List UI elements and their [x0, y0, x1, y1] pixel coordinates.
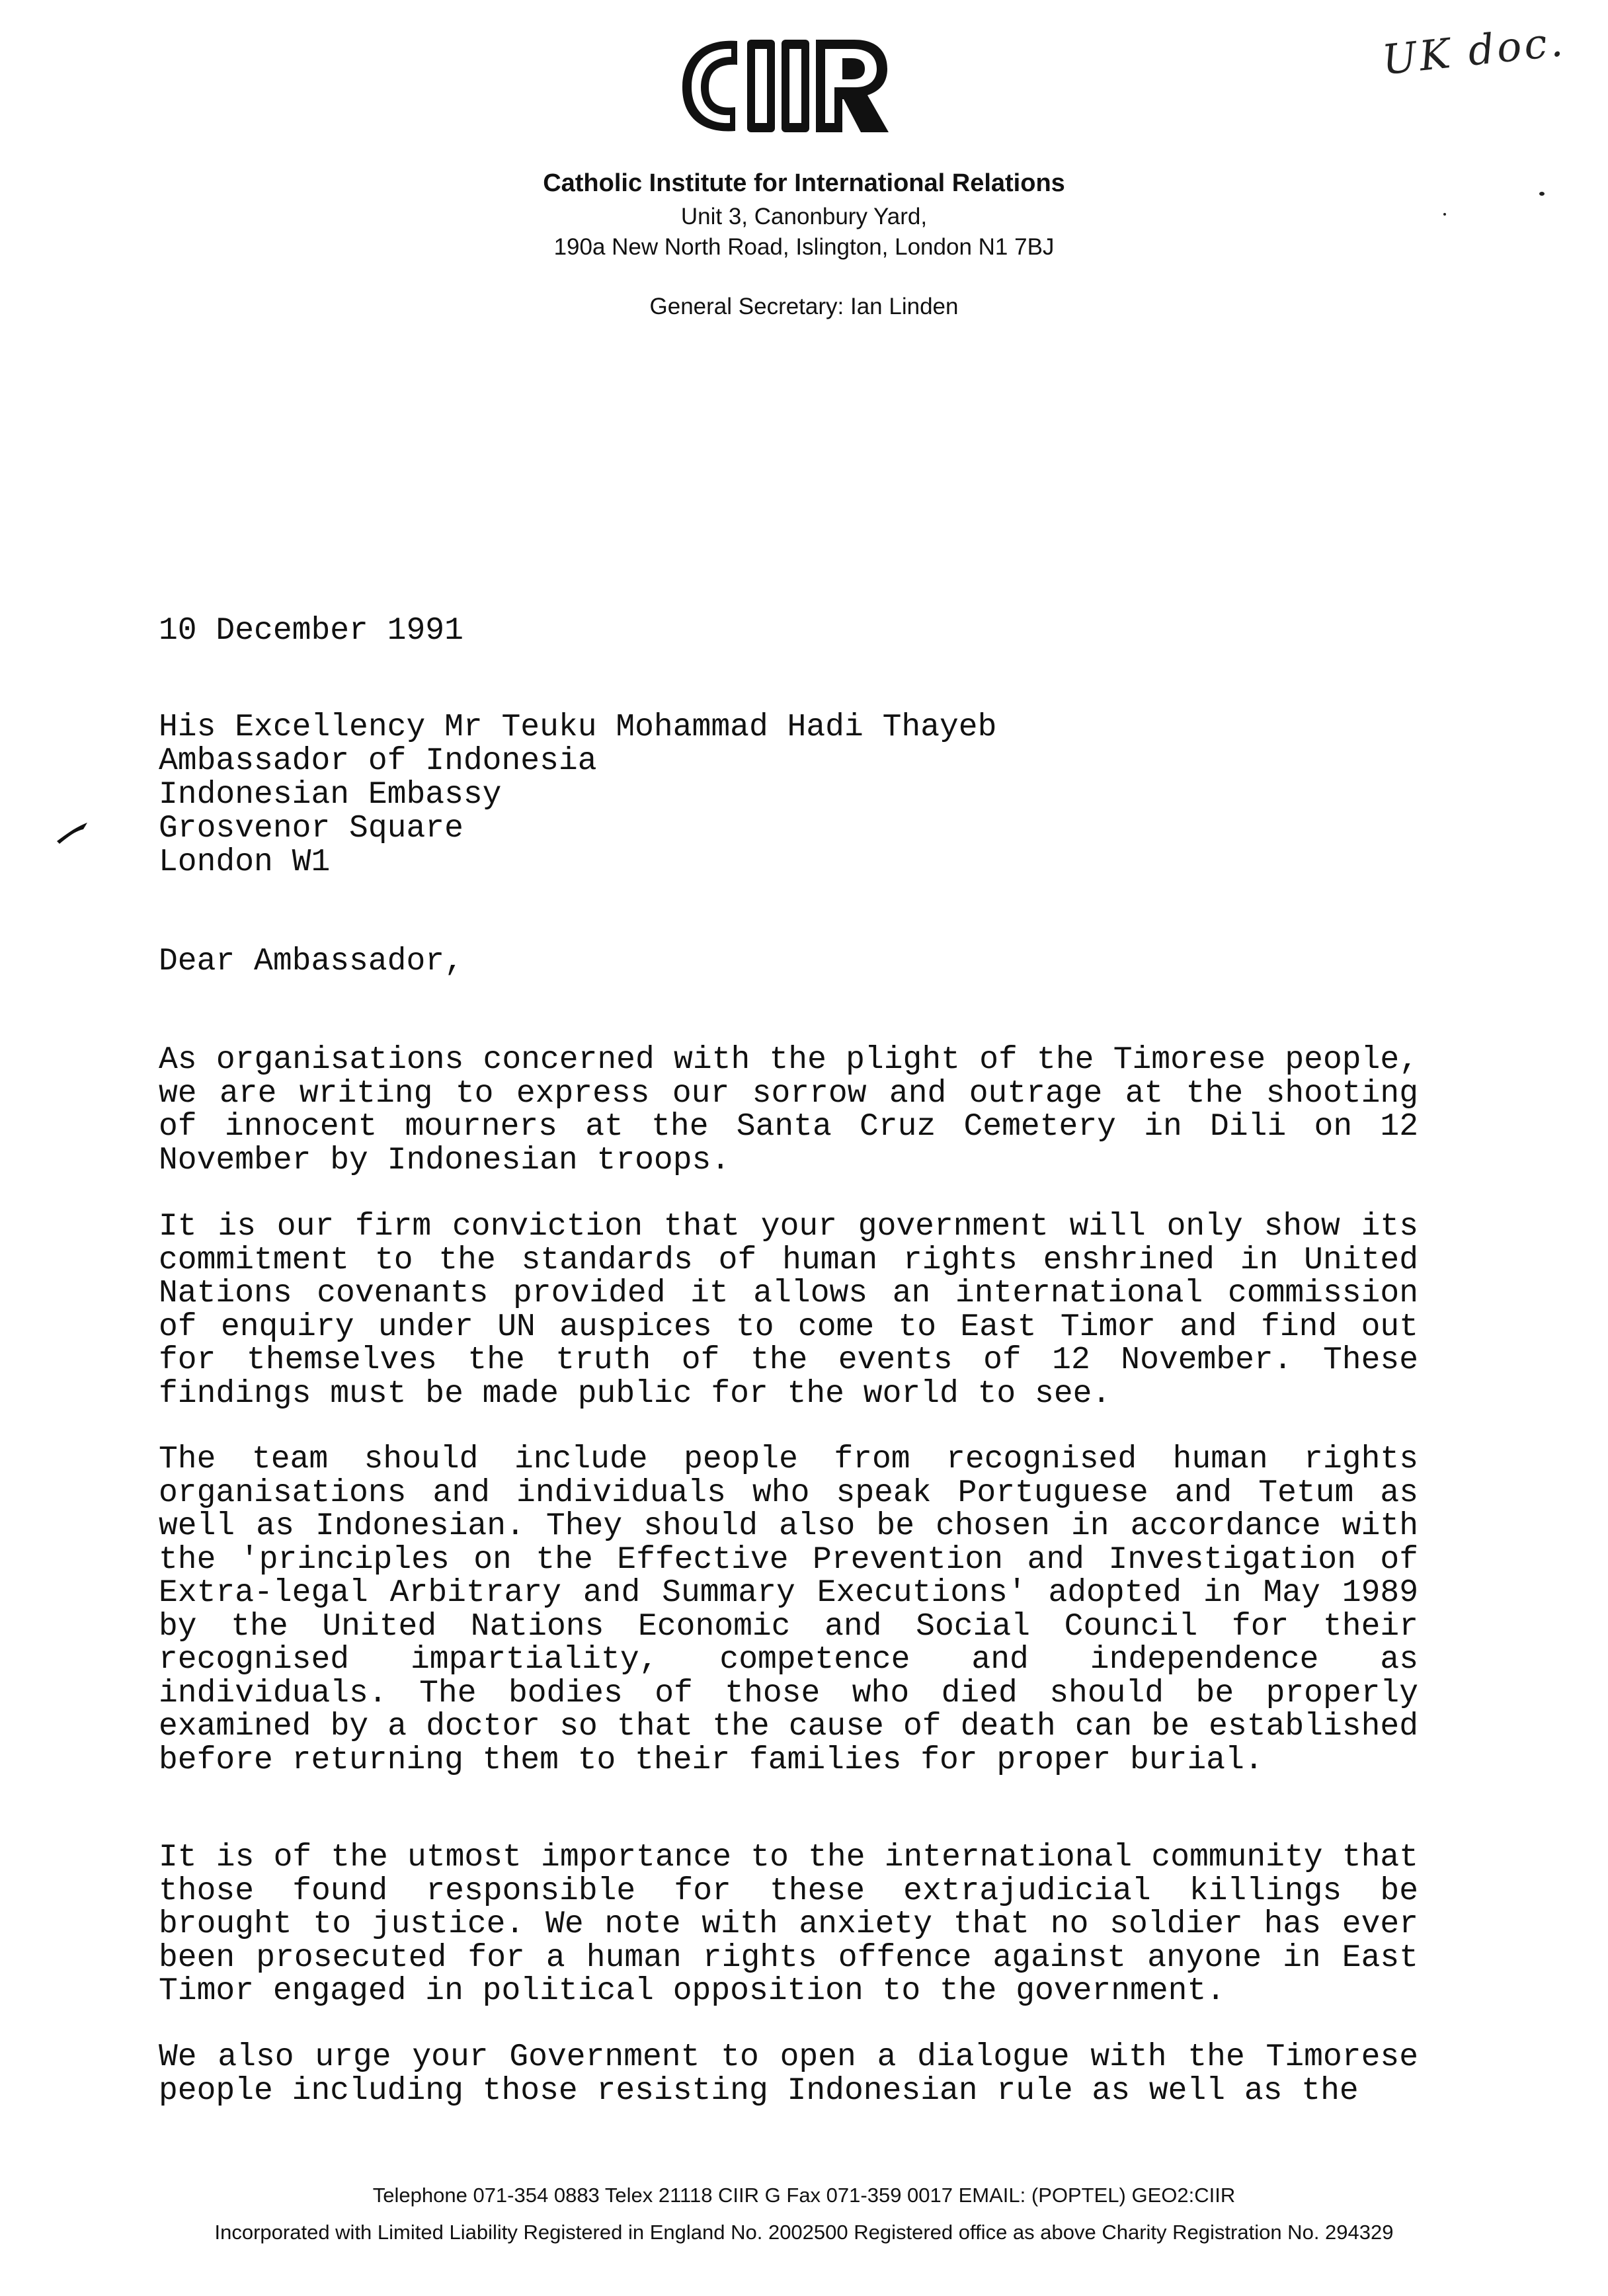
body-paragraph: It is of the utmost importance to the international community that those found responsible for these extrajudicial killings be brought to justice. We note with anxiety that no soldier has ever been prosecuted for a human rights offence against anyone in East Timor engaged in political opposition to the government.	[159, 1840, 1418, 2009]
footer-registration: Incorporated with Limited Liability Registered in England No. 2002500 Registered office as above Charity Registration No. 294329	[214, 2221, 1394, 2244]
letter-date: 10 December 1991	[159, 613, 463, 649]
address-line-1: Unit 3, Canonbury Yard,	[680, 204, 928, 229]
address-line-2: 190a New North Road, Islington, London N1 7BJ	[553, 234, 1055, 260]
body-paragraph: It is our firm conviction that your government will only show its commitment to the standards of human rights enshrined in United Nations covenants provided it allows an international commission of enquiry under UN auspices to come to East Timor and find out for themselves the truth of the events of 12 November. These findings must be made public for the world to see.	[159, 1209, 1418, 1412]
recipient-line: London W1	[159, 844, 331, 880]
handwritten-note: UK doc.	[1379, 17, 1568, 85]
body-paragraph: The team should include people from recognised human rights organisations and individuals who speak Portuguese and Tetum as well as Indonesian. They should also be chosen in accordance with the 'principles on the Effective Prevention and Investigation of Extra-legal Arbitrary and Summary Executions' adopted in May 1989 by the United Nations Economic and Social Council for their recognised impartiality, competence and independence as individuals. The bodies of those who died should be properly examined by a doctor so that the cause of death can be established before returning them to their families for proper burial.	[159, 1442, 1418, 1778]
body-paragraph: We also urge your Government to open a dialogue with the Timorese people including those resisting Indonesian rule as well as the	[159, 2039, 1418, 2109]
footer-contact: Telephone 071-354 0883 Telex 21118 CIIR G Fax 071-359 0017 EMAIL: (POPTEL) GEO2:CIIR	[372, 2184, 1236, 2207]
recipient-address	[159, 711, 996, 880]
recipient-line: Indonesian Embassy	[159, 777, 502, 813]
general-secretary: General Secretary: Ian Linden	[649, 294, 959, 319]
body-paragraph: As organisations concerned with the plight of the Timorese people, we are writing to express our sorrow and outrage at the shooting of innocent mourners at the Santa Cruz Cemetery in Dili on 12 November by Indonesian troops.	[159, 1042, 1418, 1178]
salutation: Dear Ambassador,	[159, 944, 463, 979]
organization-name: Catholic Institute for International Relations	[543, 169, 1065, 197]
recipient-line: His Excellency Mr Teuku Mohammad Hadi Thayeb	[159, 710, 997, 745]
margin-tick-mark	[54, 819, 91, 845]
recipient-line: Grosvenor Square	[159, 811, 463, 846]
recipient-line: Ambassador of Indonesia	[159, 743, 597, 779]
ciir-logo	[674, 26, 893, 142]
